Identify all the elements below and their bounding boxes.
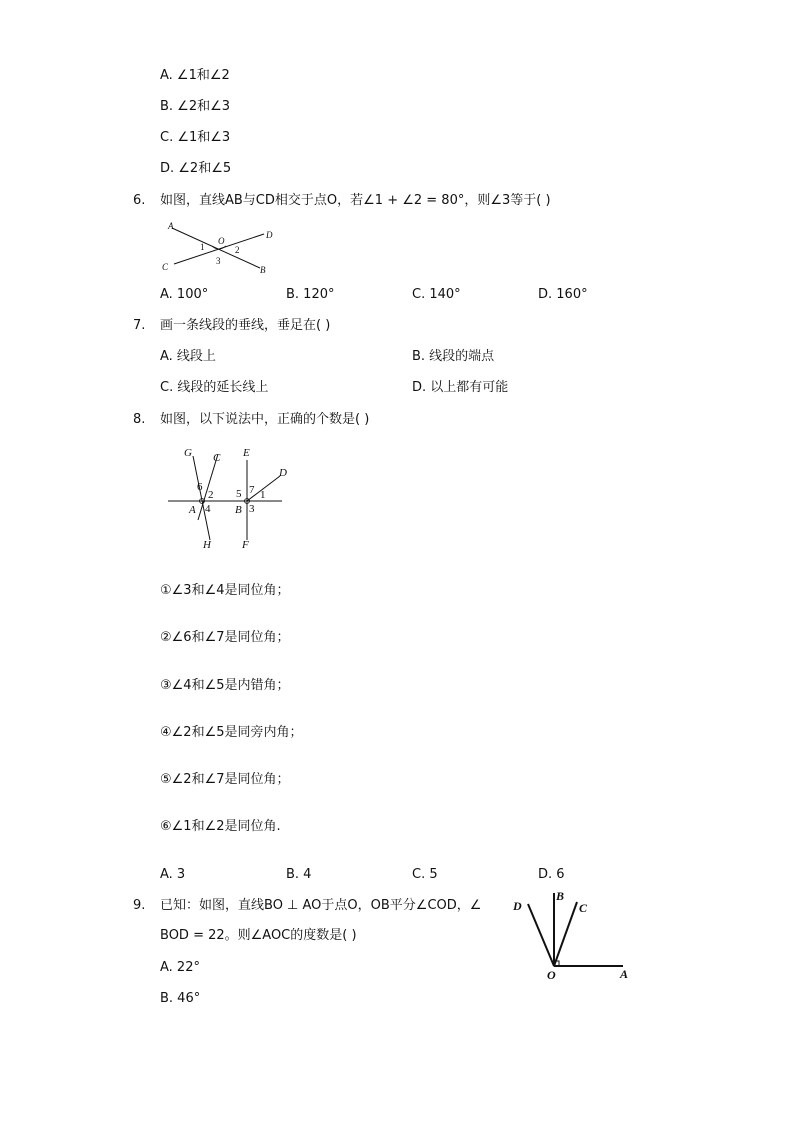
label-g: G xyxy=(184,447,192,459)
q7-number: 7. xyxy=(133,318,146,333)
q5-option-a: A. ∠1和∠2 xyxy=(160,68,230,83)
q7-stem: 画一条线段的垂线，垂足在( ) xyxy=(160,318,331,333)
q7-option-d: D. 以上都有可能 xyxy=(412,380,509,395)
q8-statement-1: ①∠3和∠4是同位角； xyxy=(160,583,290,598)
label-c: C xyxy=(579,901,588,915)
label-d: D xyxy=(266,230,273,240)
label-o: O xyxy=(547,968,556,982)
q6-figure xyxy=(160,220,280,276)
q9-figure xyxy=(505,885,635,985)
label-d: D xyxy=(513,899,522,913)
ray-oc xyxy=(554,902,577,966)
label-o: O xyxy=(218,236,225,246)
label-n7: 7 xyxy=(249,484,255,496)
q6-option-a: A. 100° xyxy=(160,287,209,302)
label-angle3: 3 xyxy=(216,256,221,266)
q8-statement-6: ⑥∠1和∠2是同位角. xyxy=(160,819,281,834)
label-n6: 6 xyxy=(197,481,203,493)
q8-option-c: C. 5 xyxy=(412,867,438,882)
q8-figure xyxy=(160,440,300,555)
q8-option-a: A. 3 xyxy=(160,867,186,882)
label-n3: 3 xyxy=(249,503,255,515)
q7-option-c: C. 线段的延长线上 xyxy=(160,380,269,395)
label-b: B xyxy=(235,504,242,516)
label-f: F xyxy=(242,539,249,551)
label-n4: 4 xyxy=(205,503,211,515)
label-e: E xyxy=(243,447,250,459)
q8-statement-4: ④∠2和∠5是同旁内角； xyxy=(160,725,303,740)
q6-option-c: C. 140° xyxy=(412,287,461,302)
q5-option-b: B. ∠2和∠3 xyxy=(160,99,231,114)
q8-number: 8. xyxy=(133,412,146,427)
q8-statement-2: ②∠6和∠7是同位角； xyxy=(160,630,290,645)
label-n1: 1 xyxy=(260,489,266,501)
q5-option-d: D. ∠2和∠5 xyxy=(160,161,232,176)
q7-option-a: A. 线段上 xyxy=(160,349,216,364)
label-c: C xyxy=(213,452,221,464)
q8-statement-5: ⑤∠2和∠7是同位角； xyxy=(160,772,290,787)
q9-number: 9. xyxy=(133,898,146,913)
label-b: B xyxy=(556,889,565,903)
label-b: B xyxy=(260,265,266,275)
q6-number: 6. xyxy=(133,193,146,208)
label-d: D xyxy=(279,467,287,479)
label-h: H xyxy=(203,539,211,551)
q8-option-b: B. 4 xyxy=(286,867,312,882)
q9-option-a: A. 22° xyxy=(160,960,200,975)
label-n5: 5 xyxy=(236,488,242,500)
q7-option-b: B. 线段的端点 xyxy=(412,349,495,364)
ray-od xyxy=(528,904,554,966)
q8-stem: 如图，以下说法中，正确的个数是( ) xyxy=(160,412,370,427)
label-a: A xyxy=(168,221,174,231)
label-a: A xyxy=(620,967,629,981)
label-c: C xyxy=(162,262,169,272)
q6-option-b: B. 120° xyxy=(286,287,335,302)
q5-option-c: C. ∠1和∠3 xyxy=(160,130,231,145)
label-a: A xyxy=(189,504,196,516)
q6-stem: 如图，直线AB与CD相交于点O，若∠1 + ∠2 = 80°，则∠3等于( ) xyxy=(160,193,551,208)
q8-option-d: D. 6 xyxy=(538,867,565,882)
q8-statement-3: ③∠4和∠5是内错角； xyxy=(160,678,290,693)
q9-stem-line1: 已知：如图，直线BO ⊥ AO于点O，OB平分∠COD，∠ xyxy=(160,898,482,913)
label-angle2: 2 xyxy=(235,245,240,255)
q6-option-d: D. 160° xyxy=(538,287,588,302)
label-n2: 2 xyxy=(208,489,214,501)
q9-option-b: B. 46° xyxy=(160,991,201,1006)
q9-stem-line2: BOD = 22。则∠AOC的度数是( ) xyxy=(160,928,357,943)
label-angle1: 1 xyxy=(200,242,205,252)
